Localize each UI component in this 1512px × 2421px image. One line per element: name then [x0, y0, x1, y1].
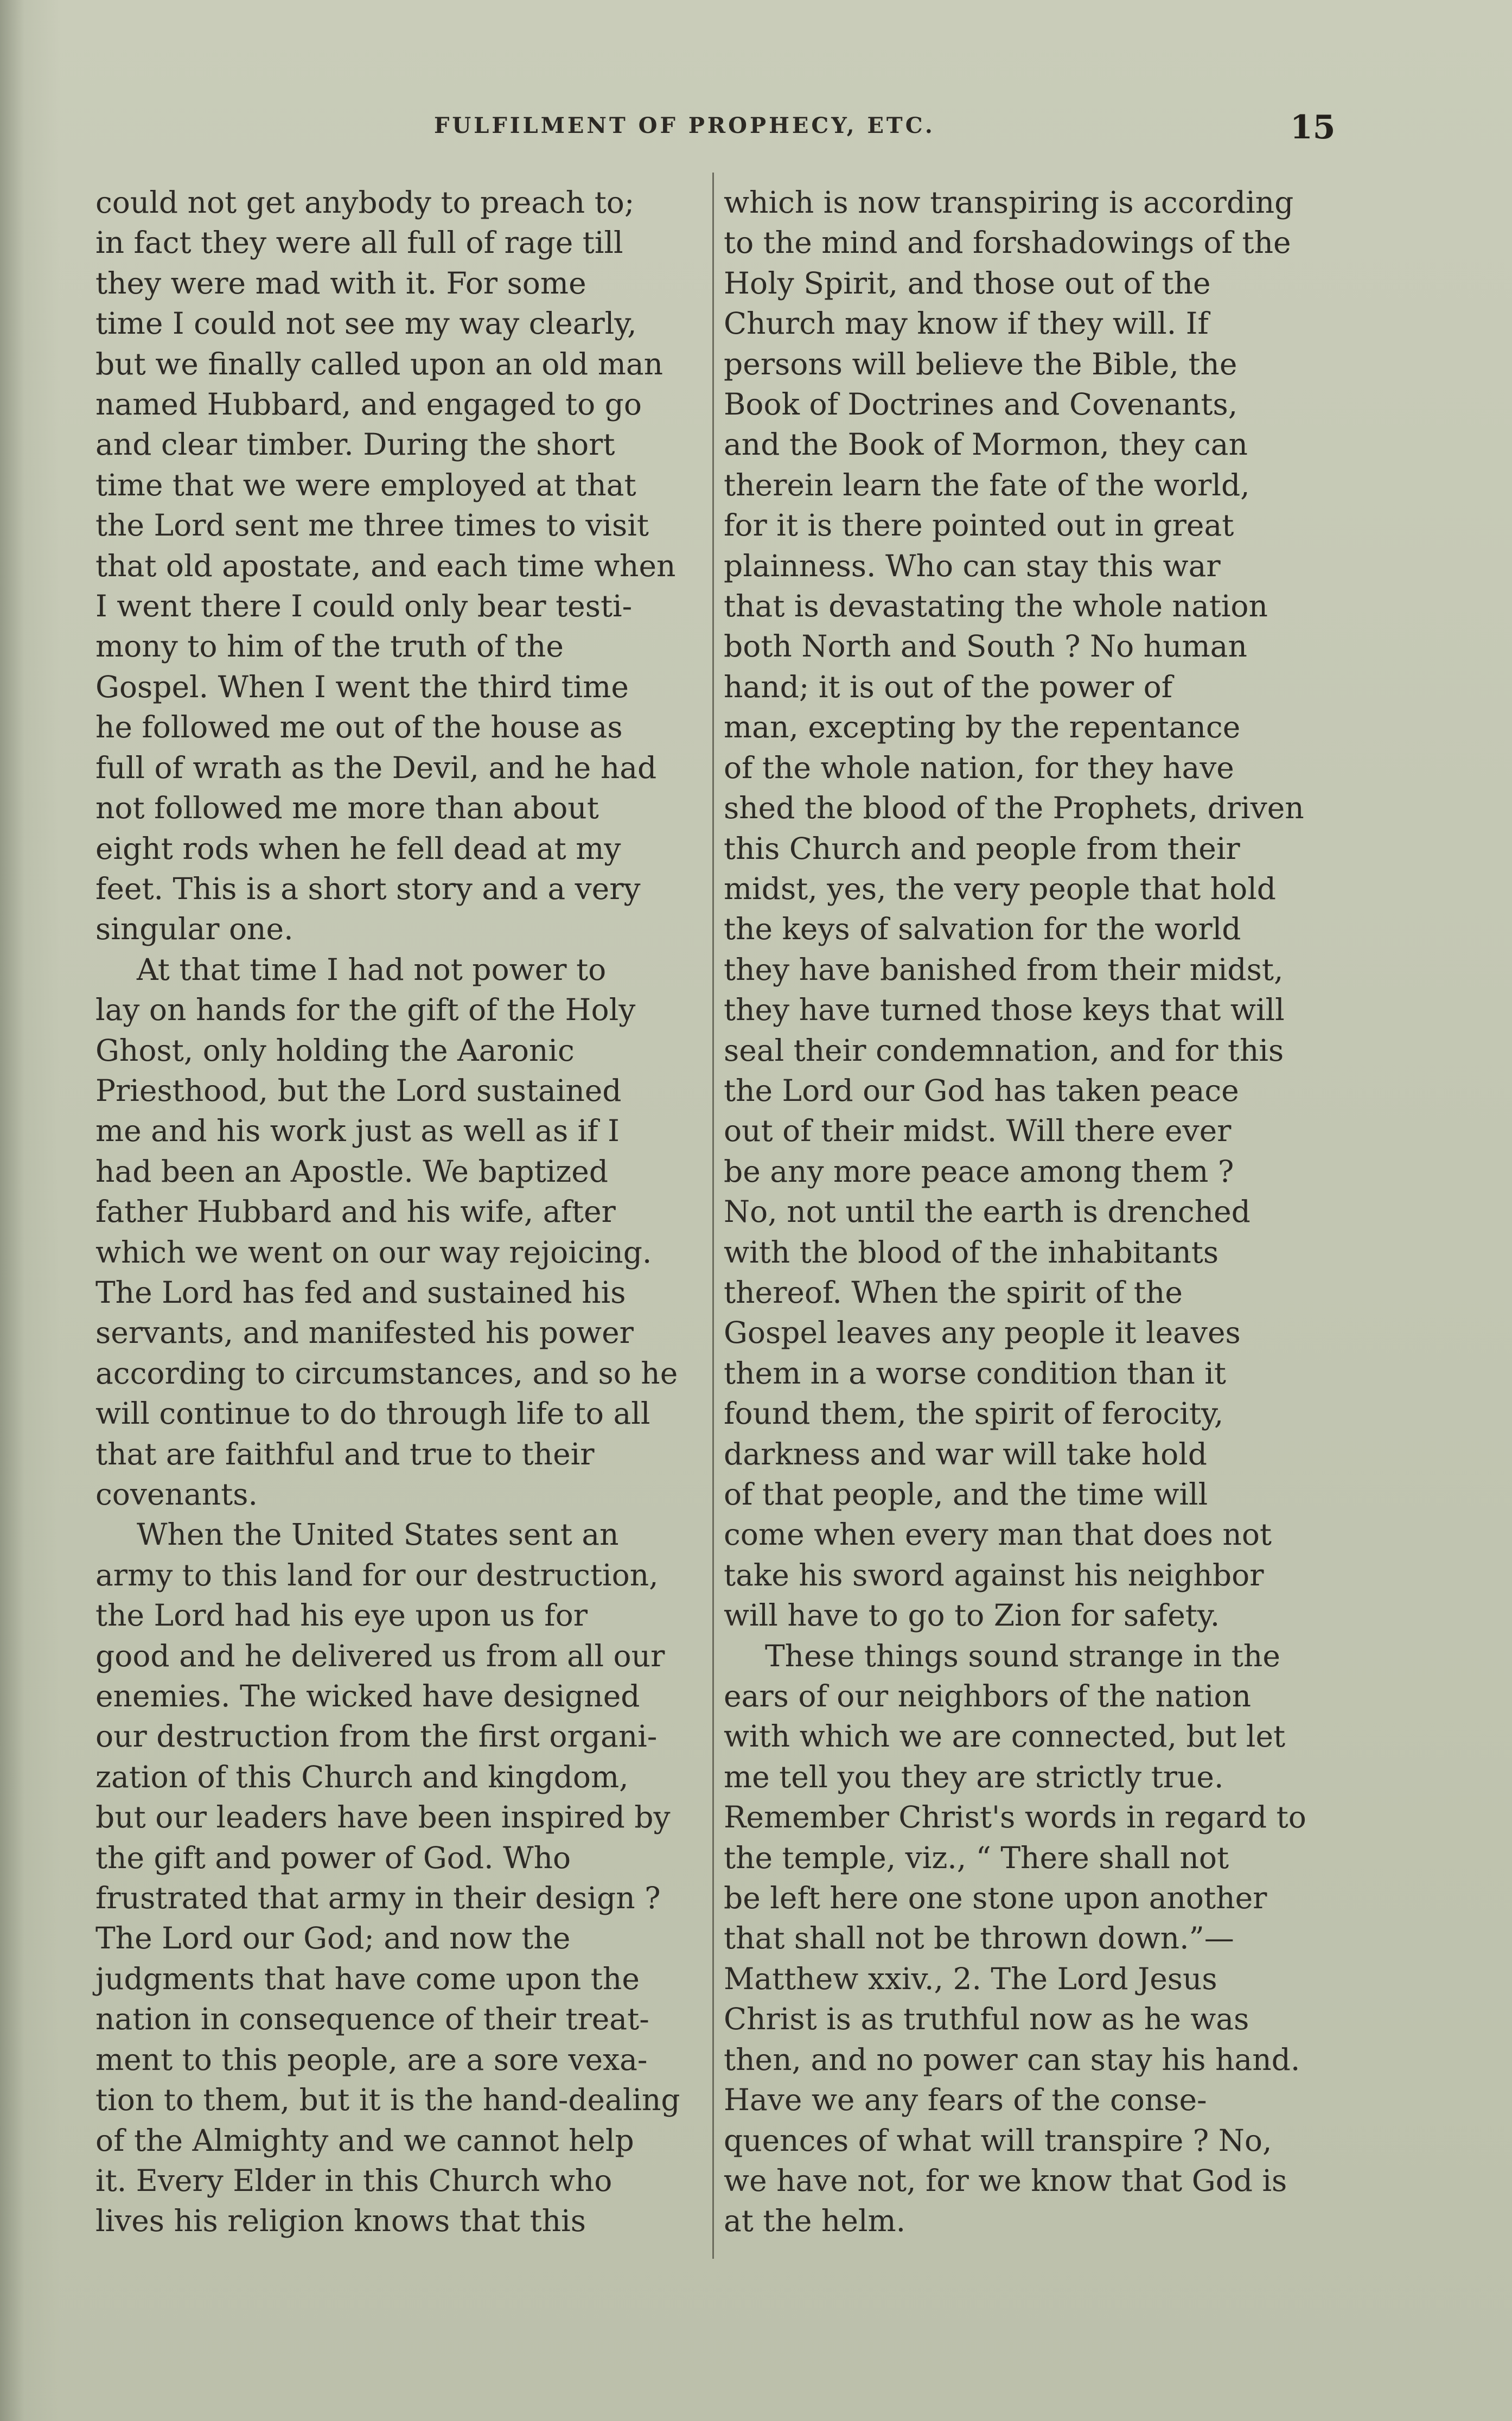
text-line: servants, and manifested his power	[95, 1315, 634, 1350]
text-line: according to circumstances, and so he	[95, 1355, 678, 1391]
paragraph-start-line: When the United States sent an	[137, 1517, 619, 1552]
paragraph-start-line: These things sound strange in the	[765, 1638, 1280, 1673]
text-line: had been an Apostle. We baptized	[95, 1154, 608, 1189]
text-line: will have to go to Zion for safety.	[724, 1598, 1220, 1633]
text-line: good and he delivered us from all our	[95, 1638, 665, 1673]
text-line: feet. This is a short story and a very	[95, 871, 641, 906]
text-line: plainness. Who can stay this war	[724, 548, 1221, 583]
text-line: this Church and people from their	[724, 831, 1240, 866]
text-line: I went there I could only bear testi-	[95, 589, 633, 624]
text-line: and the Book of Mormon, they can	[724, 427, 1248, 462]
text-line: out of their midst. Will there ever	[724, 1113, 1232, 1149]
text-line: they have turned those keys that will	[724, 992, 1285, 1028]
text-line: of the Almighty and we cannot help	[95, 2123, 634, 2158]
text-line: but we finally called upon an old man	[95, 346, 664, 381]
text-line: not followed me more than about	[95, 791, 599, 826]
text-line: time I could not see my way clearly,	[95, 306, 637, 341]
left-text-column	[95, 182, 692, 2241]
text-line: Holy Spirit, and those out of the	[724, 265, 1211, 301]
text-line: come when every man that does not	[724, 1517, 1272, 1552]
text-line: nation in consequence of their treat-	[95, 2002, 649, 2037]
text-line: tion to them, but it is the hand-dealing	[95, 2082, 680, 2118]
text-line: shed the blood of the Prophets, driven	[724, 791, 1304, 826]
text-line: our destruction from the first organi-	[95, 1719, 658, 1754]
text-line: of that people, and the time will	[724, 1477, 1208, 1512]
text-line: they have banished from their midst,	[724, 952, 1284, 987]
text-line: Gospel leaves any people it leaves	[724, 1315, 1241, 1350]
text-line: seal their condemnation, and for this	[724, 1033, 1284, 1068]
text-line: Christ is as truthful now as he was	[724, 2002, 1249, 2037]
text-line: zation of this Church and kingdom,	[95, 1759, 629, 1794]
text-line: army to this land for our destruction,	[95, 1557, 659, 1592]
text-line: be left here one stone upon another	[724, 1881, 1267, 1916]
text-line: take his sword against his neighbor	[724, 1557, 1264, 1592]
text-line: named Hubbard, and engaged to go	[95, 387, 642, 422]
text-line: he followed me out of the house as	[95, 710, 623, 745]
text-line: which we went on our way rejoicing.	[95, 1234, 652, 1270]
text-line: me tell you they are strictly true.	[724, 1759, 1224, 1794]
text-line: that shall not be thrown down.”—	[724, 1921, 1234, 1956]
text-line: Ghost, only holding the Aaronic	[95, 1033, 575, 1068]
text-line: me and his work just as well as if I	[95, 1113, 620, 1149]
text-line: the temple, viz., “ There shall not	[724, 1840, 1229, 1875]
text-line: The Lord has fed and sustained his	[95, 1275, 626, 1310]
text-line: be any more peace among them ?	[724, 1154, 1234, 1189]
text-line: therein learn the fate of the world,	[724, 467, 1250, 502]
text-line: mony to him of the truth of the	[95, 629, 564, 664]
text-line: Remember Christ's words in regard to	[724, 1800, 1306, 1835]
text-line: Priesthood, but the Lord sustained	[95, 1073, 622, 1108]
text-line: lay on hands for the gift of the Holy	[95, 992, 636, 1028]
text-line: Gospel. When I went the third time	[95, 669, 629, 704]
text-line: that is devastating the whole nation	[724, 589, 1268, 624]
text-line: ears of our neighbors of the nation	[724, 1679, 1252, 1714]
text-line: could not get anybody to preach to;	[95, 185, 635, 220]
text-line: midst, yes, the very people that hold	[724, 871, 1277, 906]
page-number: 15	[1290, 109, 1336, 146]
text-line: Church may know if they will. If	[724, 306, 1209, 341]
running-title: FULFILMENT OF PROPHECY, ETC.	[434, 113, 935, 138]
text-line: father Hubbard and his wife, after	[95, 1194, 616, 1229]
text-line: full of wrath as the Devil, and he had	[95, 750, 657, 785]
text-line: that are faithful and true to their	[95, 1436, 595, 1471]
text-line: it. Every Elder in this Church who	[95, 2163, 613, 2198]
text-line: hand; it is out of the power of	[724, 669, 1173, 704]
text-line: the Lord had his eye upon us for	[95, 1598, 588, 1633]
text-line: with the blood of the inhabitants	[724, 1234, 1219, 1270]
text-line: frustrated that army in their design ?	[95, 1881, 661, 1916]
text-line: quences of what will transpire ? No,	[724, 2123, 1272, 2158]
text-line: the gift and power of God. Who	[95, 1840, 571, 1875]
text-line: we have not, for we know that God is	[724, 2163, 1287, 2198]
text-line: man, excepting by the repentance	[724, 710, 1241, 745]
text-line: found them, the spirit of ferocity,	[724, 1396, 1224, 1431]
paragraph-start-line: At that time I had not power to	[137, 952, 607, 987]
text-line: the Lord our God has taken peace	[724, 1073, 1239, 1108]
text-line: at the helm.	[724, 2203, 906, 2239]
text-line: covenants.	[95, 1477, 258, 1512]
text-line: then, and no power can stay his hand.	[724, 2042, 1300, 2077]
text-line: lives his religion knows that this	[95, 2203, 586, 2239]
text-line: thereof. When the spirit of the	[724, 1275, 1183, 1310]
text-line: which is now transpiring is according	[724, 185, 1294, 220]
text-line: will continue to do through life to all	[95, 1396, 650, 1431]
text-line: to the mind and forshadowings of the	[724, 225, 1291, 260]
text-line: with which we are connected, but let	[724, 1719, 1286, 1754]
text-line: The Lord our God; and now the	[95, 1921, 571, 1956]
column-divider	[712, 173, 714, 2259]
right-text-column	[724, 182, 1337, 2241]
text-line: time that we were employed at that	[95, 467, 636, 502]
text-line: enemies. The wicked have designed	[95, 1679, 640, 1714]
text-line: them in a worse condition than it	[724, 1355, 1226, 1391]
text-line: that old apostate, and each time when	[95, 548, 676, 583]
text-line: persons will believe the Bible, the	[724, 346, 1237, 381]
text-line: Have we any fears of the conse-	[724, 2082, 1207, 2118]
text-line: No, not until the earth is drenched	[724, 1194, 1251, 1229]
text-line: but our leaders have been inspired by	[95, 1800, 671, 1835]
text-line: judgments that have come upon the	[95, 1961, 640, 1996]
text-line: both North and South ? No human	[724, 629, 1247, 664]
text-line: and clear timber. During the short	[95, 427, 615, 462]
text-line: singular one.	[95, 912, 294, 947]
text-line: they were mad with it. For some	[95, 265, 586, 301]
text-line: darkness and war will take hold	[724, 1436, 1207, 1471]
text-line: eight rods when he fell dead at my	[95, 831, 621, 866]
text-line: the keys of salvation for the world	[724, 912, 1241, 947]
text-line: the Lord sent me three times to visit	[95, 508, 649, 543]
text-line: Matthew xxiv., 2. The Lord Jesus	[724, 1961, 1217, 1996]
text-line: of the whole nation, for they have	[724, 750, 1234, 785]
text-line: for it is there pointed out in great	[724, 508, 1234, 543]
text-line: Book of Doctrines and Covenants,	[724, 387, 1238, 422]
text-line: in fact they were all full of rage till	[95, 225, 623, 260]
text-line: ment to this people, are a sore vexa-	[95, 2042, 648, 2077]
